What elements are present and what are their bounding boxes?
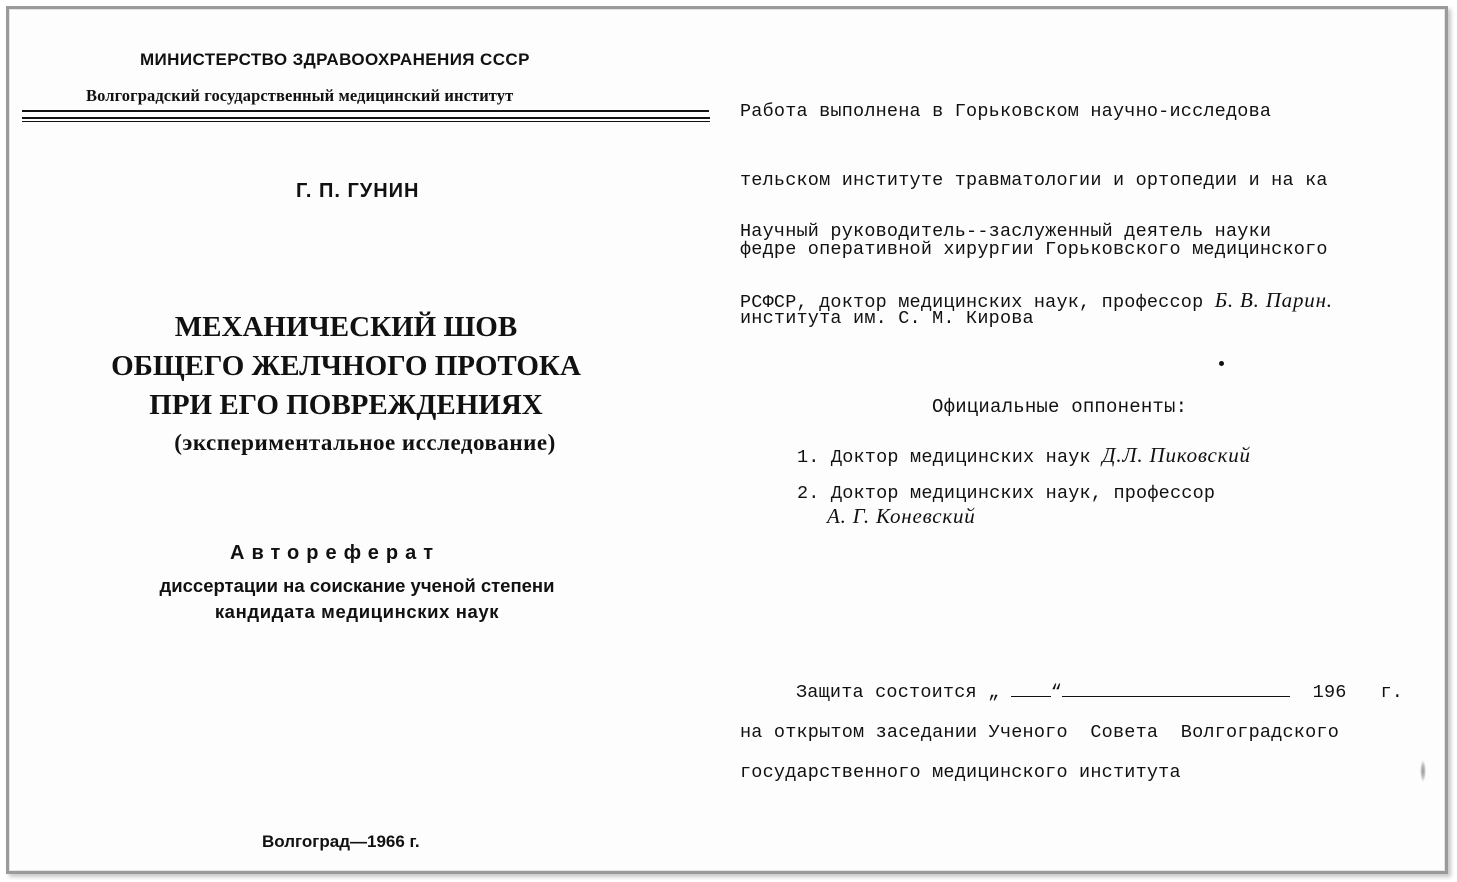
opponents-heading: Официальные оппоненты: [932,396,1188,418]
ministry-heading: МИНИСТЕРСТВО ЗДРАВООХРАНЕНИЯ СССР [140,50,530,69]
defense-day-blank [1011,682,1051,697]
supervisor-name: Б. В. Парин. [1214,288,1333,312]
opponent-1-title: 1. Доктор медицинских наук [797,447,1103,468]
supervisor-paragraph [740,174,1333,337]
title-line-2: ОБЩЕГО ЖЕЛЧНОГО ПРОТОКА [111,350,581,382]
opponent-2 [797,482,1215,528]
header-rule-double-top [22,117,710,119]
defense-quote: “ [1050,682,1063,703]
opponent-2-title: 2. Доктор медицинских наук, профессор [797,483,1216,504]
header-rule-thin [22,110,709,112]
title-line-1: МЕХАНИЧЕСКИЙ ШОВ [174,311,518,343]
defense-month-blank [1062,682,1290,697]
opponent-1 [797,443,1251,468]
work-line-4: института им. С. М. Кирова [740,308,1034,329]
supervisor-line-1: Научный руководитель--заслуженный деятель науки [740,221,1272,242]
work-line-3: федре оперативной хирургии Горьковского медицинского [740,239,1328,260]
defense-line-3: государственного медицинского института [740,762,1181,783]
opponent-2-name: А. Г. Коневский [827,504,976,528]
title-line-3: ПРИ ЕГО ПОВРЕЖДЕНИЯХ [149,389,543,421]
work-line-2: тельском институте травматологии и ортопедии и на ка [740,170,1328,191]
ink-dot [1219,361,1224,366]
degree-line-2: кандидата медицинских наук [214,601,500,622]
supervisor-title: РСФСР, доктор медицинских наук, профессор [740,292,1215,313]
defense-year: 196 [1312,682,1347,703]
scan-speck [1420,760,1426,782]
defense-line-1 [796,682,1403,703]
dissertation-title [100,308,592,425]
city-year: Волгоград—1966 г. [262,832,420,851]
degree-line-1: диссертации на соискание ученой степени [159,575,555,596]
dissertation-subtitle: (экспериментальное исследование) [174,430,556,455]
defense-year-suffix: г. [1380,682,1404,703]
abstract-heading: Автореферат [230,542,441,564]
defense-line-2: на открытом заседании Ученого Совета Волгоградского [740,722,1339,743]
author-name: Г. П. ГУНИН [296,180,420,202]
supervisor-line-2 [740,289,1333,314]
header-rule-double-bottom [22,121,710,122]
defense-prefix: Защита состоится „ [796,682,1011,703]
opponent-1-name: Д.Л. Пиковский [1102,443,1251,467]
work-line-1: Работа выполнена в Горьковском научно-исследова [740,101,1272,122]
institute-heading: Волгоградский государственный медицинский институт [86,86,514,105]
